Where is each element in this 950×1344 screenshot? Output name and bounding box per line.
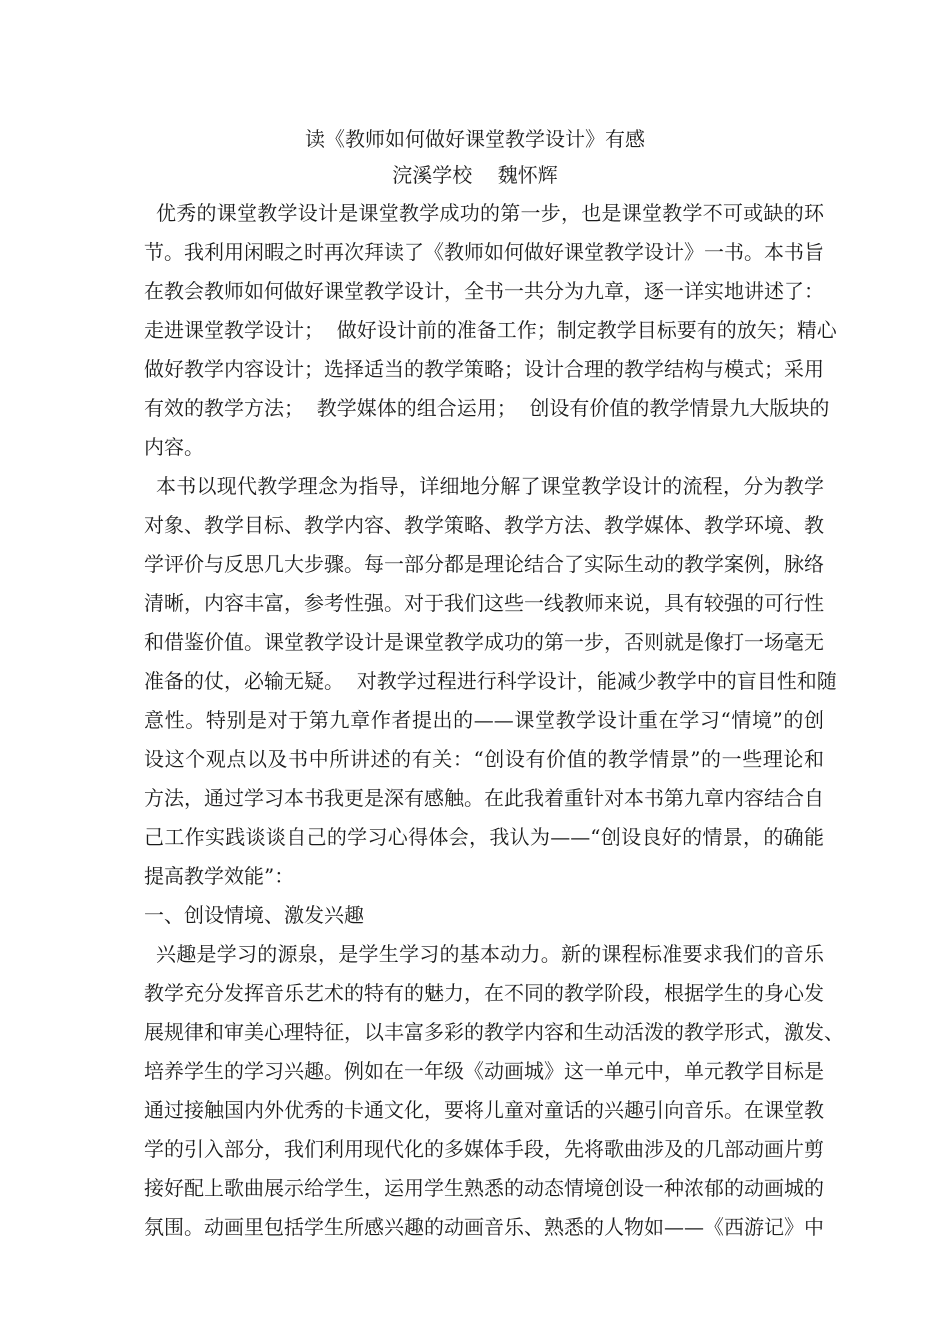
section-heading-text: 一、创设情境、激发兴趣 — [144, 903, 364, 927]
text-line: 己工作实践谈谈自己的学习心得体会，我认为——“创设良好的情景，的确能 — [144, 825, 824, 849]
text-line: 通过接触国内外优秀的卡通文化，要将儿童对童话的兴趣引向音乐。在课堂教 — [144, 1098, 824, 1122]
text-line: 优秀的课堂教学设计是课堂教学成功的第一步，也是课堂教学不可或缺的环 — [156, 201, 824, 225]
text-line: 教学充分发挥音乐艺术的特有的魅力，在不同的教学阶段，根据学生的身心发 — [144, 981, 824, 1005]
text-line: 和借鉴价值。课堂教学设计是课堂教学成功的第一步，否则就是像打一场毫无 — [144, 630, 824, 654]
text-line: 内容。 — [144, 435, 204, 459]
paragraph — [144, 467, 837, 896]
text-line: 接好配上歌曲展示给学生，运用学生熟悉的动态情境创设一种浓郁的动画城的 — [144, 1176, 824, 1200]
text-line: 节。我利用闲暇之时再次拜读了《教师如何做好课堂教学设计》一书。本书旨 — [144, 240, 824, 264]
text-line: 有效的教学方法； 教学媒体的组合运用； 创设有价值的教学情景九大版块的 — [144, 396, 830, 420]
paragraph — [144, 935, 844, 1247]
text-line: 方法，通过学习本书我更是深有感触。在此我着重针对本书第九章内容结合自 — [144, 786, 824, 810]
text-line: 清晰，内容丰富，参考性强。对于我们这些一线教师来说，具有较强的可行性 — [144, 591, 824, 615]
text-line: 本书以现代教学理念为指导，详细地分解了课堂教学设计的流程，分为教学 — [156, 474, 824, 498]
text-line: 学的引入部分，我们利用现代化的多媒体手段，先将歌曲涉及的几部动画片剪 — [144, 1137, 824, 1161]
document-author: 浣溪学校 魏怀辉 — [392, 163, 558, 187]
text-line: 对象、教学目标、教学内容、教学策略、教学方法、教学媒体、教学环境、教 — [144, 513, 824, 537]
text-line: 提高教学效能”： — [144, 864, 295, 888]
text-line: 培养学生的学习兴趣。例如在一年级《动画城》这一单元中，单元教学目标是 — [144, 1059, 824, 1083]
text-line: 学评价与反思几大步骤。每一部分都是理论结合了实际生动的教学案例，脉络 — [144, 552, 824, 576]
text-line: 做好教学内容设计；选择适当的教学策略；设计合理的教学结构与模式；采用 — [144, 357, 824, 381]
section-heading — [144, 896, 824, 935]
document-body — [144, 194, 844, 1247]
paragraph — [144, 194, 837, 467]
text-line: 意性。特别是对于第九章作者提出的——课堂教学设计重在学习“情境”的创 — [144, 708, 824, 732]
text-line: 氛围。动画里包括学生所感兴趣的动画音乐、熟悉的人物如——《西游记》中 — [144, 1215, 824, 1239]
text-line: 设这个观点以及书中所讲述的有关：“创设有价值的教学情景”的一些理论和 — [144, 747, 824, 771]
text-line: 展规律和审美心理特征，以丰富多彩的教学内容和生动活泼的教学形式，激发、 — [144, 1020, 844, 1044]
text-line: 兴趣是学习的源泉，是学生学习的基本动力。新的课程标准要求我们的音乐 — [156, 942, 824, 966]
text-line: 走进课堂教学设计； 做好设计前的准备工作；制定教学目标要有的放矢；精心 — [144, 318, 837, 342]
document-title: 读《教师如何做好课堂教学设计》有感 — [305, 127, 645, 151]
text-line: 在教会教师如何做好课堂教学设计，全书一共分为九章，逐一详实地讲述了： — [144, 279, 824, 303]
text-line: 准备的仗，必输无疑。 对教学过程进行科学设计，能减少教学中的盲目性和随 — [144, 669, 837, 693]
